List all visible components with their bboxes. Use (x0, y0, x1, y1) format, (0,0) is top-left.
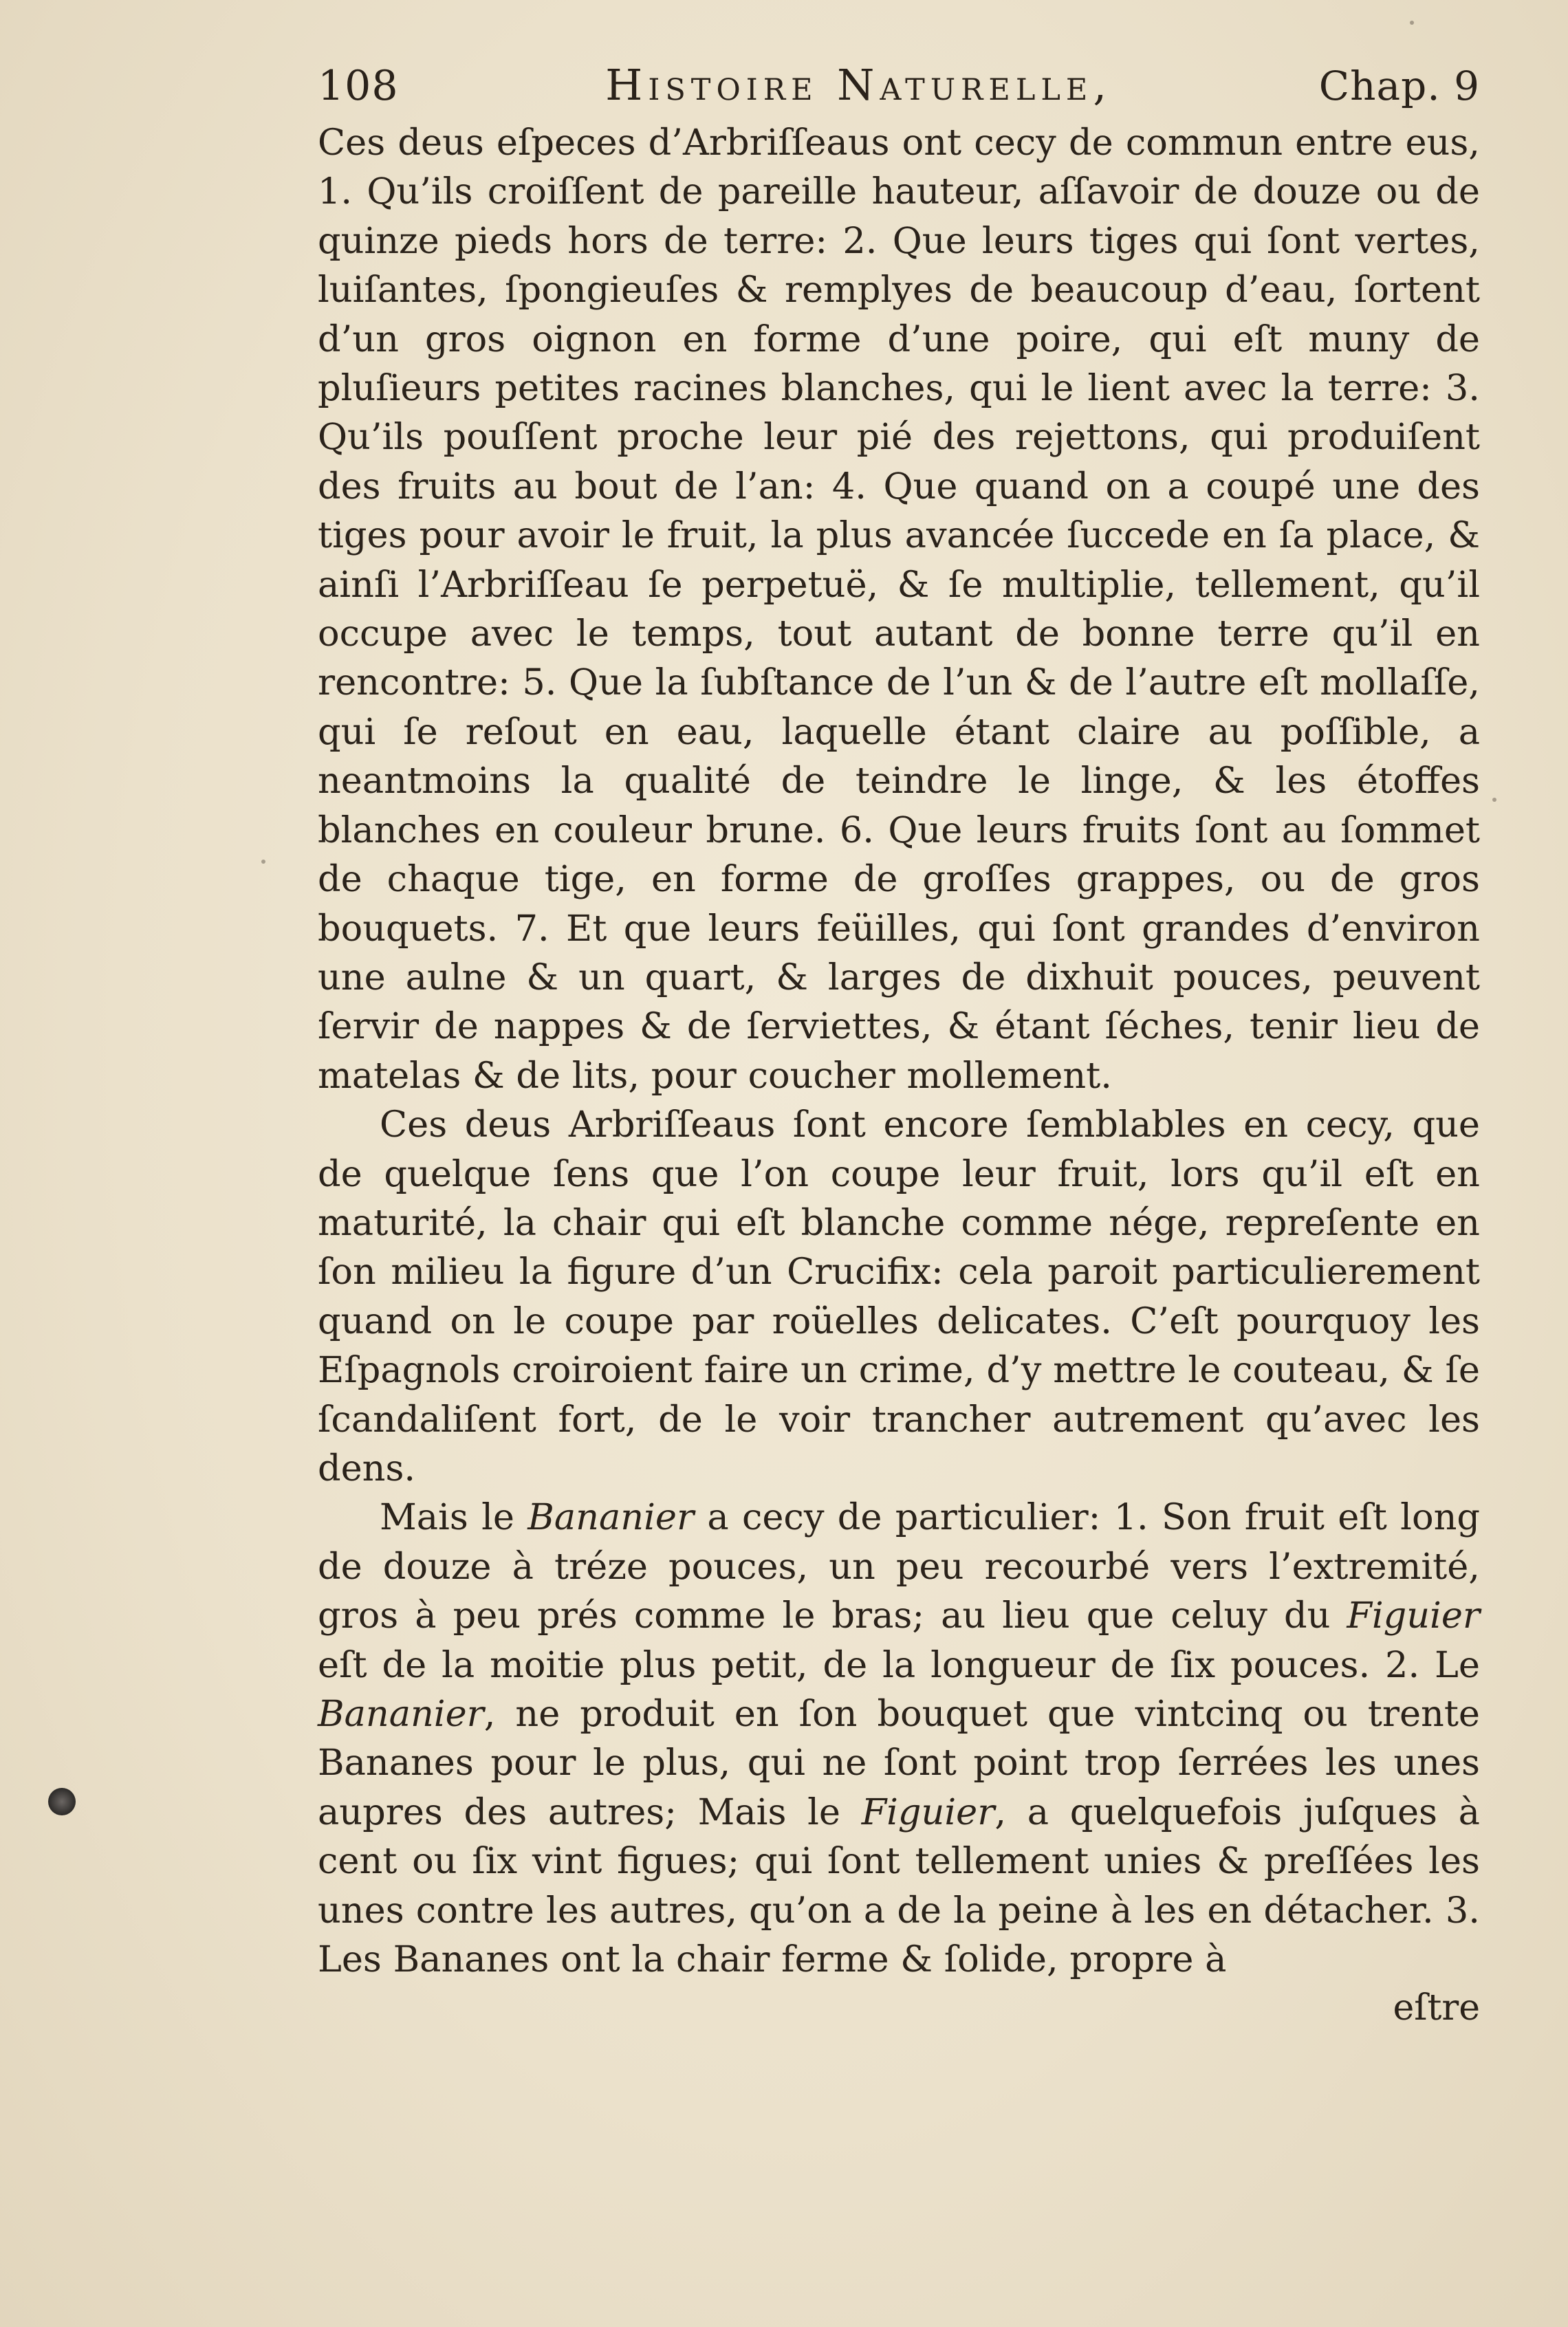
catchword-row (318, 1984, 1480, 2033)
italic-term: Bananier (318, 1693, 484, 1735)
running-title: Histoire Naturelle, (605, 60, 1113, 110)
paragraph (318, 1100, 1480, 1493)
ink-blot (48, 1788, 76, 1815)
body-text (318, 118, 1480, 1984)
page-number: 108 (318, 62, 399, 110)
italic-term: Figuier (1347, 1595, 1480, 1637)
paragraph (318, 1493, 1480, 1984)
text-run: a cecy de particulier: 1. Son fruit eſt long de douze à tréze pouces, un peu recourbé vers l’extremité, gros à peu prés comme le bras; au lieu que celuy du (318, 1496, 1481, 1637)
text-run: Ces deus eſpeces d’Arbriſſeaus ont cecy de commun entre eus, 1. Qu’ils croiſſent de pareille hauteur, aſſavoir de douze ou de quinze pieds hors de terre: 2. Que leurs tiges qui ſont vertes, luiſantes, ſpongieuſes & remplyes de beaucoup d’eau, ſortent d’un gros oignon en forme d’une poire, qui eſt muny de pluſieurs petites racines blanches, qui le lient avec la terre: 3. Qu’ils pouſſent proche leur pié des rejettons, qui produiſent des fruits au bout de l’an: 4. Que quand on a coupé une des tiges pour avoir le fruit, la plus avancée ſuccede en ſa place, & ainſi l’Arbriſſeau ſe perpetuë, & ſe multiplie, tellement, qu’il occupe avec le temps, tout autant de bonne terre qu’il en rencontre: 5. Que la ſubſtance de l’un & de l’autre eſt mollaſſe, qui ſe reſout en eau, laquelle étant claire au poſſible, a neantmoins la qualité de teindre le linge, & les étoffes blanches en couleur brune. 6. Que leurs fruits ſont au ſommet de chaque tige, en forme de groſſes grappes, ou de gros bouquets. 7. Et que leurs feüilles, qui ſont grandes d’environ une aulne & un quart, & larges de dixhuit pouces, peuvent ſervir de nappes & de ſerviettes, & étant ſéches, tenir lieu de matelas & de lits, pour coucher mollement. (318, 122, 1480, 1097)
italic-term: Bananier (527, 1496, 695, 1539)
paper-speck (1410, 21, 1414, 25)
paper-speck (1492, 798, 1496, 802)
text-run: , ne produit en ſon bouquet que vintcinq ou trente Bananes pour le plus, qui ne ſont point trop ſerrées les unes aupres des autres; Mais le (318, 1693, 1480, 1833)
italic-term: Figuier (861, 1791, 995, 1833)
text-run: Mais le (380, 1496, 528, 1539)
text-run: , a quelquefois juſques à cent ou ſix vint figues; qui ſont tellement unies & preſſées les unes contre les autres, qu’on a de la peine à les en détacher. 3. Les Bananes ont la chair ferme & ſolide, propre à (318, 1791, 1480, 1981)
paper-speck (261, 860, 265, 864)
text-block (318, 61, 1480, 2033)
text-run: Ces deus Arbriſſeaus ſont encore ſemblables en cecy, que de quelque ſens que l’on coupe leur fruit, lors qu’il eſt en maturité, la chair qui eſt blanche comme nége, repreſente en ſon milieu la figure d’un Crucifix: cela paroit particulierement quand on le coupe par roüelles delicates. C’eſt pourquoy les Eſpagnols croiroient faire un crime, d’y mettre le couteau, & ſe ſcandaliſent fort, de le voir trancher autrement qu’avec les dens. (318, 1104, 1480, 1489)
catchword: eſtre (1393, 1987, 1480, 2029)
paragraph (318, 118, 1480, 1100)
text-run: eſt de la moitie plus petit, de la longueur de ſix pouces. 2. Le (318, 1643, 1480, 1686)
chapter-reference: Chap. 9 (1318, 63, 1480, 109)
running-head (318, 61, 1480, 118)
